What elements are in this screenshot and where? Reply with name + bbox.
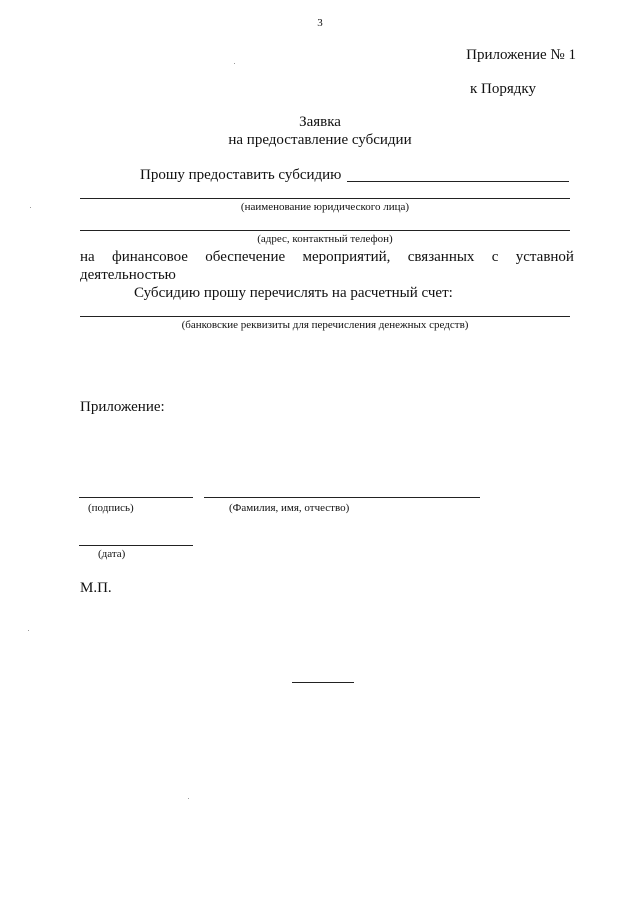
stamp-place: М.П. [80,580,112,596]
scan-speck [28,630,29,631]
document-title: Заявка [299,114,341,130]
purpose-word: мероприятий, [302,249,391,265]
purpose-word: с [491,249,499,265]
entity-name-line [80,198,570,199]
signature-line [79,497,193,498]
scan-speck [234,63,235,64]
purpose-continuation: деятельностью [80,267,176,283]
request-text: Прошу предоставить субсидию [140,167,342,183]
purpose-word: уставной [515,249,574,265]
purpose-line [80,249,574,266]
date-caption: (дата) [98,548,126,560]
annex-number: Приложение № 1 [466,47,576,63]
address-phone-line [80,230,570,231]
entity-name-caption: (наименование юридического лица) [240,201,410,213]
scan-speck [30,207,31,208]
annex-reference: к Порядку [470,81,536,97]
full-name-caption: (Фамилия, имя, отчество) [229,502,350,514]
date-line [79,545,193,546]
closing-divider [292,682,354,683]
scan-speck [188,798,189,799]
transfer-text: Субсидию прошу перечислять на расчетный счет: [134,285,453,301]
document-subtitle: на предоставление субсидии [228,132,412,148]
full-name-line [204,497,480,498]
signature-caption: (подпись) [88,502,134,514]
subsidy-amount-line [347,181,569,182]
purpose-word: на [80,249,95,265]
attachment-label: Приложение: [80,399,165,415]
purpose-word: связанных [407,249,475,265]
page-number: 3 [317,17,323,29]
bank-details-line [80,316,570,317]
purpose-word: финансовое [112,249,188,265]
purpose-word: обеспечение [205,249,286,265]
address-phone-caption: (адрес, контактный телефон) [257,233,393,245]
bank-details-caption: (банковские реквизиты для перечисления денежных средств) [181,319,469,331]
